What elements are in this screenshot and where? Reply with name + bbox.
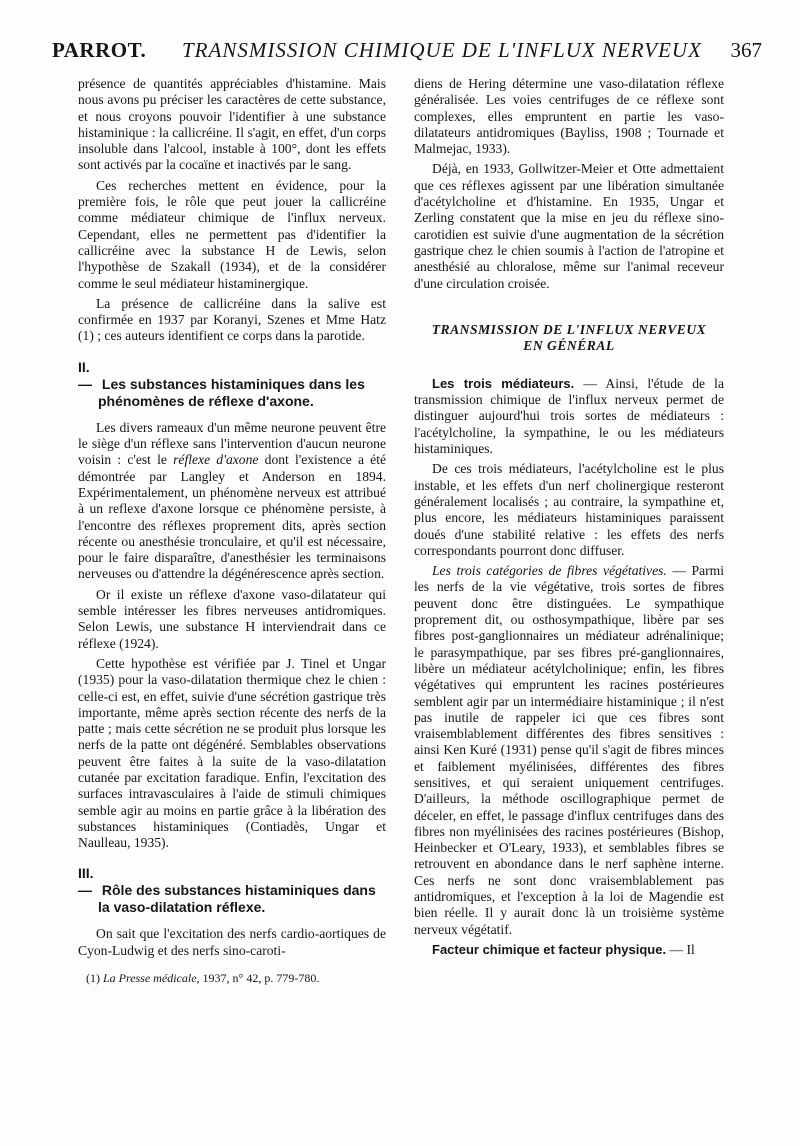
run-in-heading: Les trois catégories de fibres végétatives. [432, 563, 667, 579]
page-number: 367 [730, 38, 762, 62]
paragraph [414, 563, 724, 938]
paragraph [414, 942, 724, 958]
running-header [52, 38, 764, 72]
header-author: PARROT. [52, 38, 147, 62]
footnote [78, 971, 386, 986]
paragraph: De ces trois médiateurs, l'acétylcholine est le plus instable, et les effets d'un nerf cholinergique resteront généralement localisés ; au contraire, la sympathine et, plus encore, les médiateurs histaminiques paraissent doués d'une stabilité relative : les effets des nerfs correspondants pourront donc diffuser. [414, 461, 724, 558]
italic-term: réflexe d'axone [173, 452, 259, 468]
paragraph [414, 376, 724, 457]
text-run: dont l'existence a été démontrée par Langley et Anderson en 1894. Expérimentalement, un phénomène nerveux est attribué à un reflexe d'axone lorsque ce phénomène persiste, à l'encontre des réflexes proprement dits, après section récente ou anesthésie tronculaire, et qu'il est nécessaire, pour le faire disparaître, d'anesthésier les terminaisons nerveuses ou d'attendre la dégénérescence après section. [78, 452, 387, 582]
paragraph: Cette hypothèse est vérifiée par J. Tinel et Ungar (1935) pour la vaso-dilatation thermique chez le chien : celle-ci est, en effet, suivie d'une sécrétion gastrique très importante, même après section récente des nerfs de la patte ; mais cette sécrétion ne se produit plus lorsque les nerfs de la patte ont dégénéré. Semblables observations peuvent être faites à la suite de la vaso-dilatation cutanée par excitation faradique. Enfin, l'excitation des surfaces intravasculaires à l'aide de stimuli chimiques semble agir au moins en partie grâce à la libération des substances histaminiques (Contiadès, Ungar et Naulleau, 1935). [78, 655, 386, 851]
paragraph: diens de Hering détermine une vaso-dilatation réflexe généralisée. Les voies centrifuges de ce réflexe sont complexes, elles empruntent en partie les vaso-dilatateurs antidromiques (Bayliss, 1908 ; Tournade et Malmejac, 1933). [414, 76, 724, 157]
text-run: — Il [669, 941, 695, 957]
run-in-heading: Facteur chimique et facteur physique. [432, 941, 667, 957]
section-heading-ii [78, 359, 386, 410]
text-run: — Parmi les nerfs de la vie végétative, trois sortes de fibres peuvent donc être distinguées. Le sympathique proprement dit, ou osthosympathique, libère par ses fibres post-ganglionnaires un médiateur adrénalinique; le parasympathique, par ses fibres pré-ganglionnaires, libère un médiateur acétylcholinique; enfin, les fibres végétatives qui empruntent les racines postérieures semblent agir par un intermédiaire histaminique ; il n'est pas inutile de rappeler ici que ces fibres sont vraisemblablement différentes des fibres sensitives : ainsi Ken Kuré (1931) pense qu'il s'agit de fibres minces et faiblement myélinisées, différentes des fibres sensitives, et qui seraient uniquement centrifuges. D'ailleurs, la méthode oscillographique permet de déceler, en effet, le passage d'influx centrifuges dans des fibres non myélinisées des racines postérieures (Bishop, Heinbecker et O'Leary, 1933), et semblables fibres se retrouvent en abondance dans le nerf saphène interne. Ces nerfs ne sont donc vraisemblablement pas antidromiques, et l'exception à la loi de Magendie est bien réelle. Il y aurait donc là un troisième système nerveux végétatif. [414, 563, 724, 937]
right-column [414, 76, 724, 958]
paragraph: Déjà, en 1933, Gollwitzer-Meier et Otte admettaient que ces réflexes agissent par une libération simultanée d'acétylcholine et d'histamine. En 1935, Ungar et Zerling constatent que la mise en jeu du réflexe sino-carotidien est suivie d'une augmentation de la sécrétion gastrique chez le chien soumis à l'action de l'atropine et anesthésié au chloralose, même sur l'animal receveur d'une circulation croisée. [414, 161, 724, 291]
left-column [78, 76, 386, 986]
section-heading-text: Rôle des substances histaminiques dans la vaso-dilatation réflexe. [98, 882, 376, 916]
paragraph [78, 420, 386, 583]
section-number: III. — [78, 865, 94, 899]
footnote-mark: (1) [86, 971, 100, 986]
paragraph: présence de quantités appréciables d'histamine. Mais nous avons pu préciser les caractères de cette substance, et nous croyons pouvoir l'identifier à une substance histaminique : la callicréine. Il s'agit, en effet, d'un corps insoluble dans l'alcool, instable à 100°, dont les effets sont activés par la cocaïne et inactivés par le sang. [78, 76, 386, 173]
run-in-heading: Les trois médiateurs. [432, 375, 575, 391]
text-run: Les divers rameaux d'un même neurone peuvent être le siège d'un réflexe sans l'intervention d'aucun neurone voisin : c'est le [78, 419, 386, 468]
section-heading-text: Les substances histaminiques dans les phénomènes de réflexe d'axone. [98, 375, 365, 409]
section-title [414, 322, 724, 354]
header-title: TRANSMISSION CHIMIQUE DE L'INFLUX NERVEUX [182, 38, 702, 62]
section-heading-iii [78, 865, 386, 916]
section-title-line: EN GÉNÉRAL [523, 337, 615, 353]
text-run: — Ainsi, l'étude de la transmission chimique de l'influx nerveux permet de distinguer aujourd'hui trois sortes de médiateurs : l'acétylcholine, la sympathine, le ou les médiateurs histaminiques. [414, 375, 724, 457]
paragraph: Ces recherches mettent en évidence, pour la première fois, le rôle que peut jouer la callicréine comme médiateur chimique de l'influx nerveux. Cependant, elles ne permettent pas d'identifier la callicréine avec la substance H de Lewis, selon l'hypothèse de Szakall (1934), et de la considérer comme le seul médiateur histaminergique. [78, 177, 386, 291]
paragraph: Or il existe un réflexe d'axone vaso-dilatateur qui semble intéresser les fibres nerveuses antidromiques. Selon Lewis, une substance H interviendrait dans ce réflexe (1924). [78, 586, 386, 651]
paragraph: On sait que l'excitation des nerfs cardio-aortiques de Cyon-Ludwig et des nerfs sino-caroti- [78, 926, 386, 958]
footnote-citation: 1937, n° 42, p. 779-780. [202, 971, 320, 986]
section-number: II. — [78, 358, 92, 392]
section-title-line: TRANSMISSION DE L'INFLUX NERVEUX [431, 321, 707, 337]
paragraph: La présence de callicréine dans la salive est confirmée en 1937 par Koranyi, Szenes et Mme Hatz (1) ; ces auteurs identifient ce corps dans la parotide. [78, 295, 386, 344]
footnote-source: La Presse médicale, [103, 971, 200, 986]
